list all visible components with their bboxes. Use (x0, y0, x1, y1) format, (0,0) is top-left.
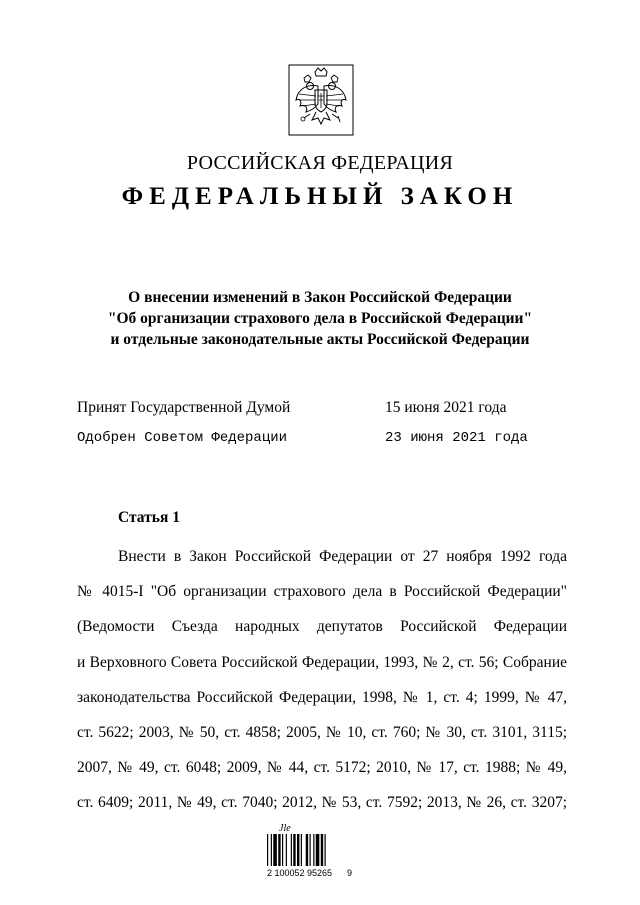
coat-of-arms-icon (288, 64, 354, 136)
document-type-title: ФЕДЕРАЛЬНЫЙ ЗАКОН (121, 183, 519, 210)
approved-by-council-label: Одобрен Советом Федерации (77, 430, 288, 446)
barcode-bars (267, 834, 326, 866)
barcode-check-digit: 9 (347, 868, 353, 878)
article-line: Внести в Закон Российской Федерации от 27 ноября 1992 года (118, 548, 567, 565)
article-line: 2007, № 49, ст. 6048; 2009, № 44, ст. 5172; 2010, № 17, ст. 1988; № 49, (77, 759, 567, 777)
article-line: и Верховного Совета Российской Федерации, 1993, № 2, ст. 56; Собрание (77, 653, 567, 671)
law-subject (60, 287, 580, 350)
adopted-date: 15 июня 2021 года (385, 399, 507, 416)
document-barcode (265, 822, 357, 886)
barcode-bar (278, 834, 280, 866)
barcode-bar (282, 834, 283, 866)
barcode-bar (301, 834, 302, 866)
article-body (77, 539, 567, 821)
barcode-bar (267, 834, 268, 866)
barcode-bar (313, 834, 314, 866)
article-line: законодательства Российской Федерации, 1998, № 1, ст. 4; 1999, № 47, (77, 688, 567, 706)
barcode-initials: Jle (279, 823, 291, 834)
law-subject-line: и отдельные законодательные акты Российской Федерации (110, 331, 530, 348)
barcode-bar (271, 834, 272, 866)
approved-date: 23 июня 2021 года (385, 430, 528, 446)
article-line: ст. 6409; 2011, № 49, ст. 7040; 2012, № 53, ст. 7592; 2013, № 26, ст. 3207; (77, 794, 567, 812)
article-line: ст. 5622; 2003, № 50, ст. 4858; 2005, № 10, ст. 760; № 30, ст. 3101, 3115; (77, 723, 567, 741)
barcode-bar (293, 834, 295, 866)
adopted-by-duma-label: Принят Государственной Думой (77, 399, 291, 416)
barcode-bar (297, 834, 299, 866)
barcode-bar (306, 834, 308, 866)
barcode-bar (316, 834, 320, 866)
barcode-bar (291, 834, 292, 866)
law-subject-line: О внесении изменений в Закон Российской Федерации (128, 289, 512, 306)
barcode-number: 2 100052 95265 (267, 868, 333, 878)
barcode-bar (321, 834, 323, 866)
country-name: РОССИЙСКАЯ ФЕДЕРАЦИЯ (186, 152, 454, 174)
barcode-bar (325, 834, 326, 866)
article-heading: Статья 1 (118, 509, 180, 526)
barcode-bar (273, 834, 277, 866)
article-line: № 4015-I "Об организации страхового дела в Российской Федерации" (77, 583, 567, 601)
article-line: (Ведомости Съезда народных депутатов Российской Федерации (77, 618, 567, 636)
barcode-bar (286, 834, 287, 866)
barcode-bar (310, 834, 311, 866)
law-subject-line: "Об организации страхового дела в Российской Федерации" (107, 310, 533, 327)
